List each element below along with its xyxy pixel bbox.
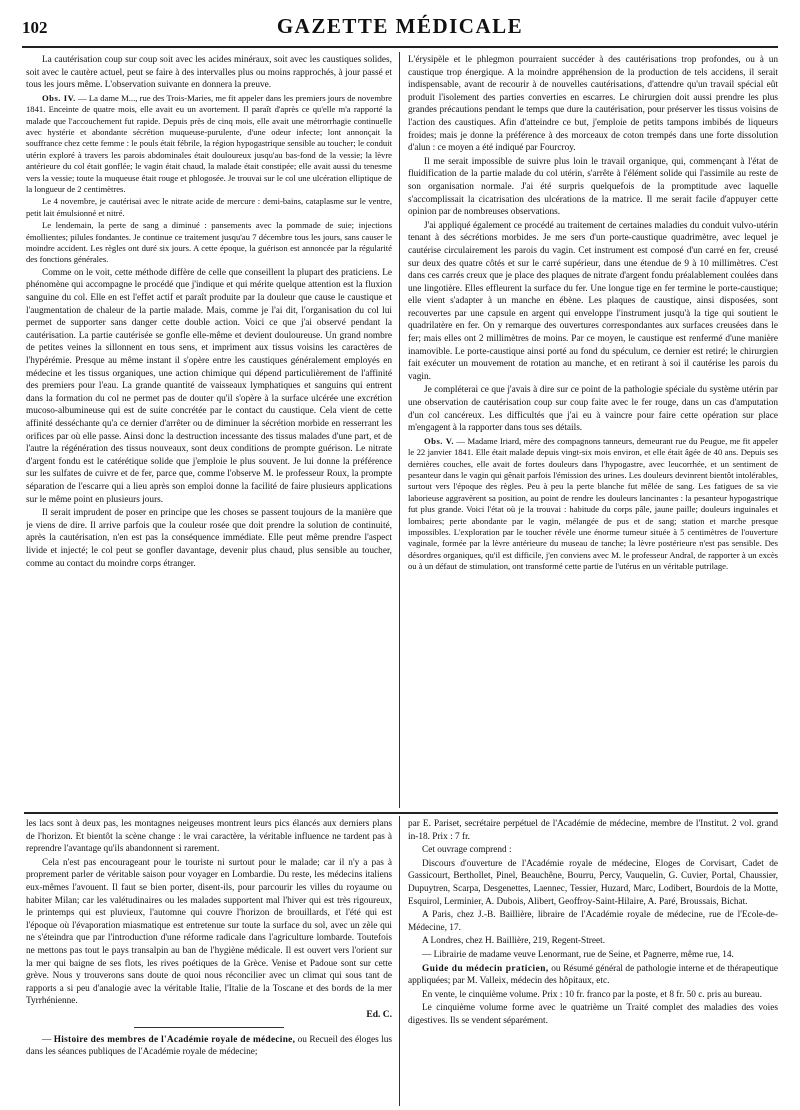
paragraph: Le cinquième volume forme avec le quatrième un Traité complet des maladies des voies digestives. Ils se vendent séparément. bbox=[408, 1003, 778, 1026]
observation-4 bbox=[26, 93, 392, 196]
book-title: Guide du médecin praticien, bbox=[422, 963, 549, 974]
book-title: Histoire des membres de l'Académie royale de médecine, bbox=[53, 1034, 296, 1045]
paragraph: A Londres, chez H. Baillière, 219, Regent-Street. bbox=[422, 936, 606, 947]
page-header bbox=[22, 10, 778, 48]
book-description: ou Recueil des éloges lus dans les séances publiques de l'Académie royale de médecine; bbox=[26, 1034, 392, 1058]
separator-rule bbox=[134, 1027, 284, 1028]
author-signature: Ed. C. bbox=[366, 1009, 392, 1020]
column-divider bbox=[399, 816, 400, 1106]
paragraph: Le lendemain, la perte de sang a diminué : pansements avec la pommade de suie; injections émollientes; pilules fondantes. Je continue ce traitement jusqu'au 7 décembre tous les jours, sans causer le moindre accident. Les règles ont duré six jours. A cette époque, la guérison est annoncée par la régularité des fonctions générales. bbox=[26, 220, 392, 265]
lower-left-column bbox=[26, 818, 392, 1108]
upper-right-column bbox=[408, 54, 778, 806]
paragraph: Comme on le voit, cette méthode diffère de celle que conseillent la plupart des praticiens. Le phénomène qui accompagne le procédé que j'indique et qui mérite quelque attention est la fluxion sanguine du col. Elle en est l'effet actif et paraît produite par la douleur que cause le caustique et l'augmentation de chaleur de la partie malade. Mais, comme je l'ai dit, l'organisation du col lui permet de supporter sans danger cette double action. Voici ce que j'ai observé pendant la cautérisation. La partie cautérisée se gonfle elle-même et devient douloureuse. Un grand nombre de petites veines la sillonnent en tous sens, et impriment aux tissus voisins les caractères de l'hypérémie. Presque au même instant il s'opère entre les caustiques généralement employés en médecine et les tissus organiques, une action chimique qui dépend particulièrement de l'affinité des premiers pour l'eau. La grande quantité de vaisseaux lymphatiques et sanguins qui entrent dans la formation du col ne permet pas de douter qu'il s'opère à la surface ulcérée une excrétion mucoso-albumineuse qui est de suite concrétée par le contact du caustique. Cela vient de cette affinité desséchante qu'a ce dernier d'arrêter ou de diminuer la sécrétion morbide en resserrant les orifices par où elle passe. Ainsi donc la destruction incessante des tissus malades d'une part, et de l'autre la régénération des tissus nouveaux, sont deux conditions de prompte guérison. Le nitrate d'argent fondu est le catérétique solide que j'emploie le plus souvent. Je lui donne la préférence sur les sulfates de cuivre et de fer, parce que, comme l'observe M. le professeur Roux, la prompte séparation de l'escarre qui a lieu après son emploi donne la facilité de faire plusieurs applications sur le même point en plusieurs jours. bbox=[26, 267, 392, 505]
paragraph: les lacs sont à deux pas, les montagnes neigeuses montrent leurs pics élancés aux derniers plans de l'horizon. Et bientôt la scène change : le vrai caractère, la véritable influence ne tardent pas à reprendre l'avantage qu'ils abandonnent si rarement. bbox=[26, 819, 392, 855]
paragraph: Cela n'est pas encourageant pour le touriste ni surtout pour le malade; car il n'y a pas à proprement parler de véritable saison pour voyager en Lombardie. Du reste, les médecins italiens eux-mêmes l'avouent. Il faut se bien porter, disent-ils, pour parcourir les villes du royaume ou habiter Milan; car les valétudinaires ou les malades supportent mal l'hiver qui est très rigoureux, le printemps qui est pluvieux, l'automne qui couvre l'horizon de brouillards, et l'été qui est l'époque où l'évaporation miasmatique est entretenue sur toute la surface du sol, avec un zèle qui ne s'éteindra que par l'introduction d'une réforme radicale dans l'agriculture lombarde. Toutefois ne mettons pas tout le pays transalpin au ban de l'hygiène médicale. Il est ouvert vers l'orient sur la mer qui baigne de ses flots, les rives poétiques de la Grèce. Venise et Padoue sont sur cette grève. Nous y trouverons sans doute de quoi nous réconcilier avec un climat qui sous tant de rapports a si peu d'analogie avec la véritable Italie, l'Italie de la Toscane et des bords de la mer Tyrrhénienne. bbox=[26, 857, 392, 1007]
lower-right-column bbox=[408, 818, 778, 1108]
journal-title: GAZETTE MÉDICALE bbox=[276, 14, 524, 38]
paragraph: Discours d'ouverture de l'Académie royale de médecine, Eloges de Corvisart, Cadet de Gassicourt, Berthollet, Pinel, Beauchêne, Bourru, Percy, Vauquelin, G. Cuvier, Portal, Chaussier, Dupuytren, Scarpa, Desgenettes, Laennec, Tessier, Huzard, Marc, Lodibert, Bourdois de la Motte, Esquirol, Lerminier, A. Dubois, Alibert, Geoffroy-Saint-Hilaire, A. Paré, Broussais, Bichat. bbox=[408, 858, 778, 907]
paragraph: La cautérisation coup sur coup soit avec les acides minéraux, soit avec les caustiques solides, soit avec le cautère actuel, peut se faire à des intervalles plus ou moins rapprochés, à jour passé et tous les jours même. L'observation suivante en donnera la preuve. bbox=[26, 55, 392, 91]
paragraph: A Paris, chez J.-B. Baillière, libraire de l'Académie royale de médecine, rue de l'Ecole-de-Médecine, 17. bbox=[408, 910, 778, 933]
upper-left-column bbox=[26, 54, 392, 806]
paragraph: Le 4 novembre, je cautérisai avec le nitrate acide de mercure : demi-bains, cataplasme sur le ventre, petit lait émulsionné et nitré. bbox=[26, 196, 392, 218]
paragraph: par E. Pariset, secrétaire perpétuel de l'Académie de médecine, membre de l'Institut. 2 vol. grand in-18. Prix : 7 fr. bbox=[408, 819, 778, 842]
section-divider bbox=[24, 812, 778, 814]
paragraph: Cet ouvrage comprend : bbox=[422, 845, 512, 856]
paragraph: En vente, le cinquième volume. Prix : 10 fr. franco par la poste, et 8 fr. 50 c. pris au bureau. bbox=[422, 989, 763, 1000]
paragraph: — Librairie de madame veuve Lenormant, rue de Seine, et Pagnerre, même rue, 14. bbox=[422, 949, 734, 960]
book-description: ou Résumé général de pathologie interne et de thérapeutique appliquées; par M. Valleix, médecin des hôpitaux, etc. bbox=[408, 963, 778, 987]
observation-text: — Madame Iriard, mère des compagnons tanneurs, demeurant rue du Peugue, me fit appeler le 22 janvier 1841. Elle était malade depuis vingt-six mois environ, et elle était âgée de 40 ans. Depuis ses dernières couches, elle avait de fortes douleurs dans l'hypogastre, avec leucorrhée, et un sentiment de pesanteur dans le vagin qui gênait parfois l'émission des urines. Les douleurs devinrent bientôt intolérables, surtout vers l'époque des règles. Peu à peu la perte blanche fut mêlée de sang. Les fatigues de sa vie laborieuse aggravèrent sa position, au point de rendre les douleurs lancinantes : la pesanteur hypogastrique fut plus grande. Voici l'état où je la trouvai : habitude du corps pâle, jaune paille; douleurs inguinales et lombaires; perte abondante par le vagin, mélangée de pus et de sang; station et marche presque impossibles. L'exploration par le toucher révèle une énorme tumeur située à 5 centimètres de l'ouverture vaginale, formée par la lèvre antérieure du museau de tanche; la lèvre postérieure n'est pas sensible. Des désordres organiques, qu'il est difficile, j'en conviens avec M. le professeur Andral, de rapporter à un excès ou à un défaut de stimulation, ont transformé cette partie de l'utérus en un véritable putrilage. bbox=[408, 435, 778, 572]
observation-label: Obs. V. bbox=[424, 435, 454, 446]
column-divider bbox=[399, 52, 400, 808]
paragraph: Il me serait impossible de suivre plus loin le travail organique, qui, commençant à l'état de fluidification de la partie malade du col utérin, s'arrête à l'élément solide qui l'assimile au reste de son organisation normale. J'ai été surpris quelquefois de la promptitude avec laquelle s'accomplissait la cicatrisation des ulcérations de la matrice. Il me serait facile d'appuyer cette opinion par de nombreuses observations. bbox=[408, 156, 778, 218]
page-number: 102 bbox=[22, 18, 48, 37]
observation-text: — La dame M..., rue des Trois-Maries, me fit appeler dans les premiers jours de novembre 1841. Enceinte de quatre mois, elle avait eu un avortement. Il paraît d'après ce qu'elle m'a rapporté la malade que l'accouchement fut rapide. Depuis près de cinq mois, elle avait une métrorrhagie continuelle avec hystérie et abondante sécrétion muqueuse-purulente, d'une odeur infecte; lont annonçait la souffrance chez cette femme : le pouls était fébrile, la région hypogastrique sensible au toucher; le conduit utérin exploré à travers les parois abdominales était douloureux jusqu'au bas-fond de la vessie; la lèvre antérieure du col était gonflée; le vagin était chaud, la malade était constipée; elle avait aussi du tenesme vers la vessie; toute la muqueuse était rouge et phlogosée. Je trouvai sur le col une ulcération elliptique de la longueur de 2 centimètres. bbox=[26, 92, 392, 195]
observation-5 bbox=[408, 436, 778, 573]
paragraph: L'érysipèle et le phlegmon pourraient succéder à des cautérisations trop profondes, ou à un caustique trop énergique. A la moindre appréhension de la production de tels accidens, il serait indispensable, avant de recourir à de nouvelles cautérisations, d'attendre qu'un travail spécial eût produit l'isolement des parties converties en escarres. Le chirurgien doit aussi prendre les plus grandes précautions pendant le temps que dure la cautérisation, pour préserver les tissus voisins de l'action des caustiques. Afin d'atteindre ce but, j'emploie de petits tampons imbibés de liqueurs froides; mais je donne la préférence à des morceaux de coton trempés dans une forte dissolution d'alun : ce moyen a été indiqué par Fourcroy. bbox=[408, 55, 778, 154]
paragraph: Je compléterai ce que j'avais à dire sur ce point de la pathologie spéciale du système utérin par une observation de cautérisation coup sur coup faite avec le fer rouge, dans un cas d'amputation d'un col cancéreux. Les difficultés que j'ai eu à vaincre pour faire cette opération sur place m'engagent à la rapporter dans tous ses détails. bbox=[408, 385, 778, 434]
observation-label: Obs. IV. bbox=[42, 92, 76, 103]
paragraph: J'ai appliqué également ce procédé au traitement de certaines maladies du conduit vulvo-utérin tenant à des sécrétions morbides. Je me sers d'un porte-caustique quadrimètre, avec lequel je cautérise circulairement les parois du vagin. Cet instrument est composé d'un carré en fer, creusé sur deux des quatre côtés et sur le carré supérieur, dans une étendue de 9 à 10 millimètres. C'est dans ces carrés creux que je place des plaques de nitrate d'argent fondu préalablement coulées dans une lingotière. Elles effleurent la surface du fer. Une longue tige en fer termine le porte-caustique; elle vient s'adapter à un manche en ébène. Les plaques de caustique, ainsi disposées, sont recouvertes par une capsule en argent qui enveloppe l'instrument jusqu'à la tige qui soutient le quadrilatère en fer. On y remarque des ouvertures correspondantes aux surfaces creusées dans le fer; mais elles ont 2 millimètres de moins. Par ce moyen, le caustique est renfermé d'une manière inamovible. Le porte-caustique ainsi porté au fond du spéculum, ce dernier est retiré; le chirurgien fait exécuter un mouvement de rotation au manche, et en retirant à soi il cautérise les parois du vagin. bbox=[408, 220, 778, 382]
guide-notice bbox=[408, 963, 778, 988]
book-notice: — Histoire des membres de l'Académie royale de médecine, ou Recueil des éloges lus dans les séances publiques de l'Académie royale de médecine; bbox=[26, 1034, 392, 1058]
paragraph: Il serait imprudent de poser en principe que les choses se passent toujours de la manière que je viens de dire. Il arrive parfois que la couleur rosée que doit prendre la solution de continuité, après la cautérisation, n'en est pas la conséquence immédiate. Elle peut même prendre l'aspect livide et injecté; le col peut se gonfler davantage, devenir plus chaud, plus sensible au toucher, comme au contact du moindre corps étranger. bbox=[26, 508, 392, 569]
